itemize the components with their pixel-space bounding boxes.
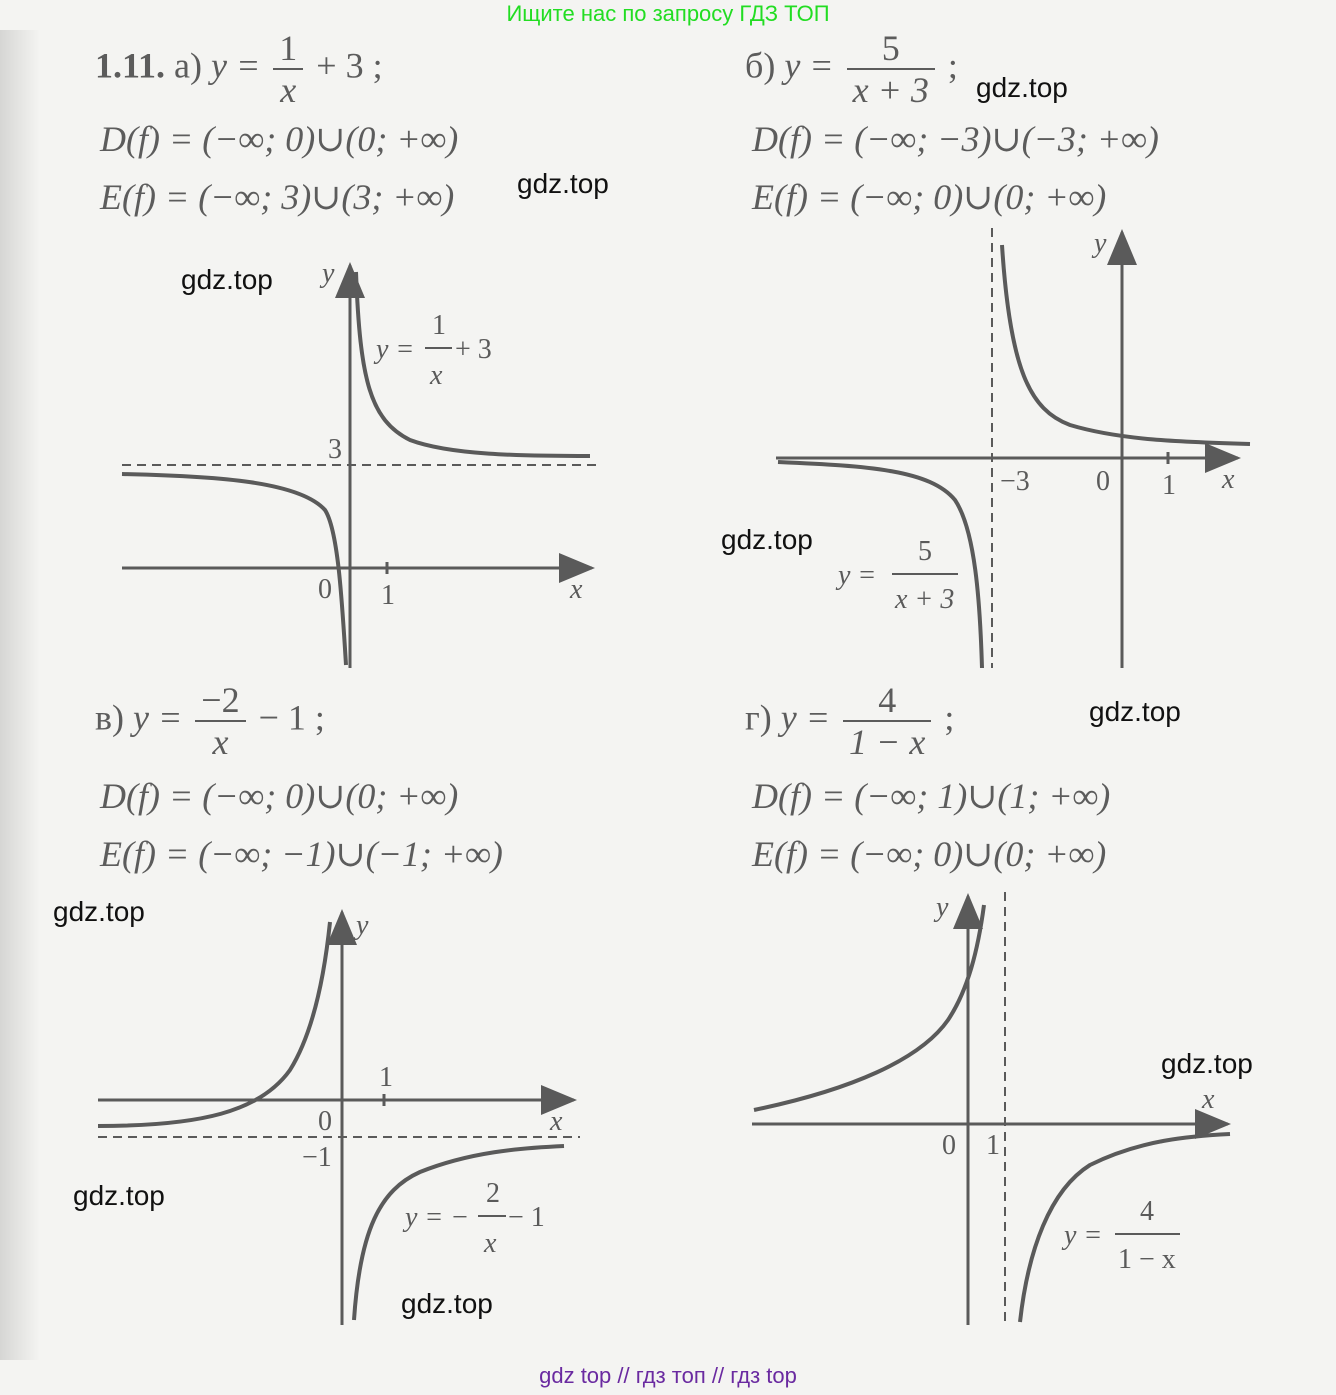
part-b-range: E(f) = (−∞; 0)∪(0; +∞) — [752, 177, 1107, 217]
part-b-denominator: x + 3 — [852, 70, 929, 110]
part-a-label: а) — [174, 45, 202, 86]
watermark: gdz.top — [53, 896, 145, 927]
problem-number: 1.11. — [95, 45, 166, 86]
search-hint-banner[interactable]: Ищите нас по запросу ГДЗ ТОП — [506, 1, 830, 26]
graph-c-curve-rest: − 1 — [508, 1202, 545, 1233]
part-d-label: г) — [745, 697, 772, 738]
graph-c-curve-left — [98, 922, 330, 1126]
part-c-denominator: x — [212, 722, 229, 762]
footer-links[interactable]: gdz top // гдз топ // гдз top — [539, 1363, 797, 1388]
graph-c-origin-label: 0 — [318, 1106, 332, 1137]
graph-b-asym-label: −3 — [1000, 466, 1030, 497]
graph-b-curve-lhs: y = — [838, 560, 877, 591]
graph-a — [122, 265, 598, 668]
watermark: gdz.top — [517, 168, 609, 199]
graph-a-tick-label: 1 — [381, 580, 395, 611]
watermark: gdz.top — [73, 1180, 165, 1211]
graph-a-x-label: x — [570, 574, 583, 605]
graph-b-labels — [835, 228, 1235, 615]
graph-d-curve-lhs: y = — [1064, 1220, 1103, 1251]
watermark: gdz.top — [401, 1288, 493, 1319]
graph-b-curve-den: x + 3 — [895, 584, 955, 615]
graph-d-x-label: x — [1202, 1084, 1215, 1115]
part-a-rest: + 3 ; — [316, 45, 383, 86]
watermark: gdz.top — [1089, 696, 1181, 727]
part-c-domain: D(f) = (−∞; 0)∪(0; +∞) — [100, 776, 459, 816]
graph-d-y-label: y — [936, 892, 949, 923]
graph-b-curve-right — [1002, 245, 1250, 444]
graph-d-curve-den: 1 − x — [1118, 1244, 1176, 1275]
graph-c-curve-lhs: y = − — [405, 1202, 470, 1233]
part-c-numerator: −2 — [195, 680, 245, 722]
watermark: gdz.top — [721, 524, 813, 555]
graph-c-y-label: y — [356, 910, 369, 941]
graph-d-tick-label: 1 — [986, 1130, 1000, 1161]
part-b-lhs: y = — [784, 45, 834, 86]
graph-b-tick-label: 1 — [1162, 470, 1176, 501]
part-d-lhs: y = — [780, 697, 831, 738]
graph-c — [98, 912, 580, 1325]
graph-c-curve-den: x — [484, 1228, 497, 1259]
part-b-domain: D(f) = (−∞; −3)∪(−3; +∞) — [752, 119, 1159, 159]
graph-a-asym-label: 3 — [328, 434, 342, 465]
graph-b-curve-left — [778, 462, 982, 668]
part-a-numerator: 1 — [273, 28, 303, 70]
part-a-domain: D(f) = (−∞; 0)∪(0; +∞) — [100, 119, 459, 159]
part-b-label: б) — [745, 45, 776, 86]
graph-d-curve-right — [1020, 1134, 1230, 1322]
part-c-rest: − 1 ; — [258, 697, 325, 738]
part-c-label: в) — [95, 697, 124, 738]
graph-b-curve-num: 5 — [918, 536, 932, 567]
watermark: gdz.top — [976, 72, 1068, 103]
part-a-denominator: x — [280, 70, 297, 110]
part-d-rest: ; — [944, 697, 955, 738]
part-a-lhs: y = — [210, 45, 261, 86]
graph-d-origin-label: 0 — [942, 1130, 956, 1161]
watermark: gdz.top — [181, 264, 273, 295]
graph-c-curve-num: 2 — [486, 1178, 500, 1209]
graph-a-curve-den: x — [430, 360, 443, 391]
graph-b-x-label: x — [1222, 464, 1235, 495]
graph-a-origin-label: 0 — [318, 574, 332, 605]
part-b-numerator: 5 — [847, 28, 935, 70]
graph-b-origin-label: 0 — [1096, 466, 1110, 497]
part-d-range: E(f) = (−∞; 0)∪(0; +∞) — [752, 834, 1107, 874]
part-b-rest: ; — [947, 45, 958, 86]
graph-a-curve-num: 1 — [432, 310, 446, 341]
graph-a-y-label: y — [322, 258, 335, 289]
graph-c-tick-label: 1 — [379, 1062, 393, 1093]
graph-b-y-label: y — [1094, 228, 1107, 259]
part-c-lhs: y = — [133, 697, 183, 738]
watermark: gdz.top — [1161, 1048, 1253, 1079]
graph-d-curve-num: 4 — [1140, 1196, 1154, 1227]
graph-a-curve-lhs: y = — [376, 334, 415, 365]
graph-c-x-label: x — [550, 1106, 563, 1137]
part-a-range: E(f) = (−∞; 3)∪(3; +∞) — [100, 177, 455, 217]
graph-c-asym-label: −1 — [302, 1142, 332, 1173]
part-c-range: E(f) = (−∞; −1)∪(−1; +∞) — [100, 834, 503, 874]
graph-a-curve-rest: + 3 — [455, 334, 492, 365]
part-d-denominator: 1 − x — [849, 722, 926, 762]
part-d-numerator: 4 — [843, 680, 931, 722]
graph-b — [776, 228, 1250, 668]
part-d-domain: D(f) = (−∞; 1)∪(1; +∞) — [752, 776, 1111, 816]
graph-d-curve-left — [754, 905, 984, 1110]
